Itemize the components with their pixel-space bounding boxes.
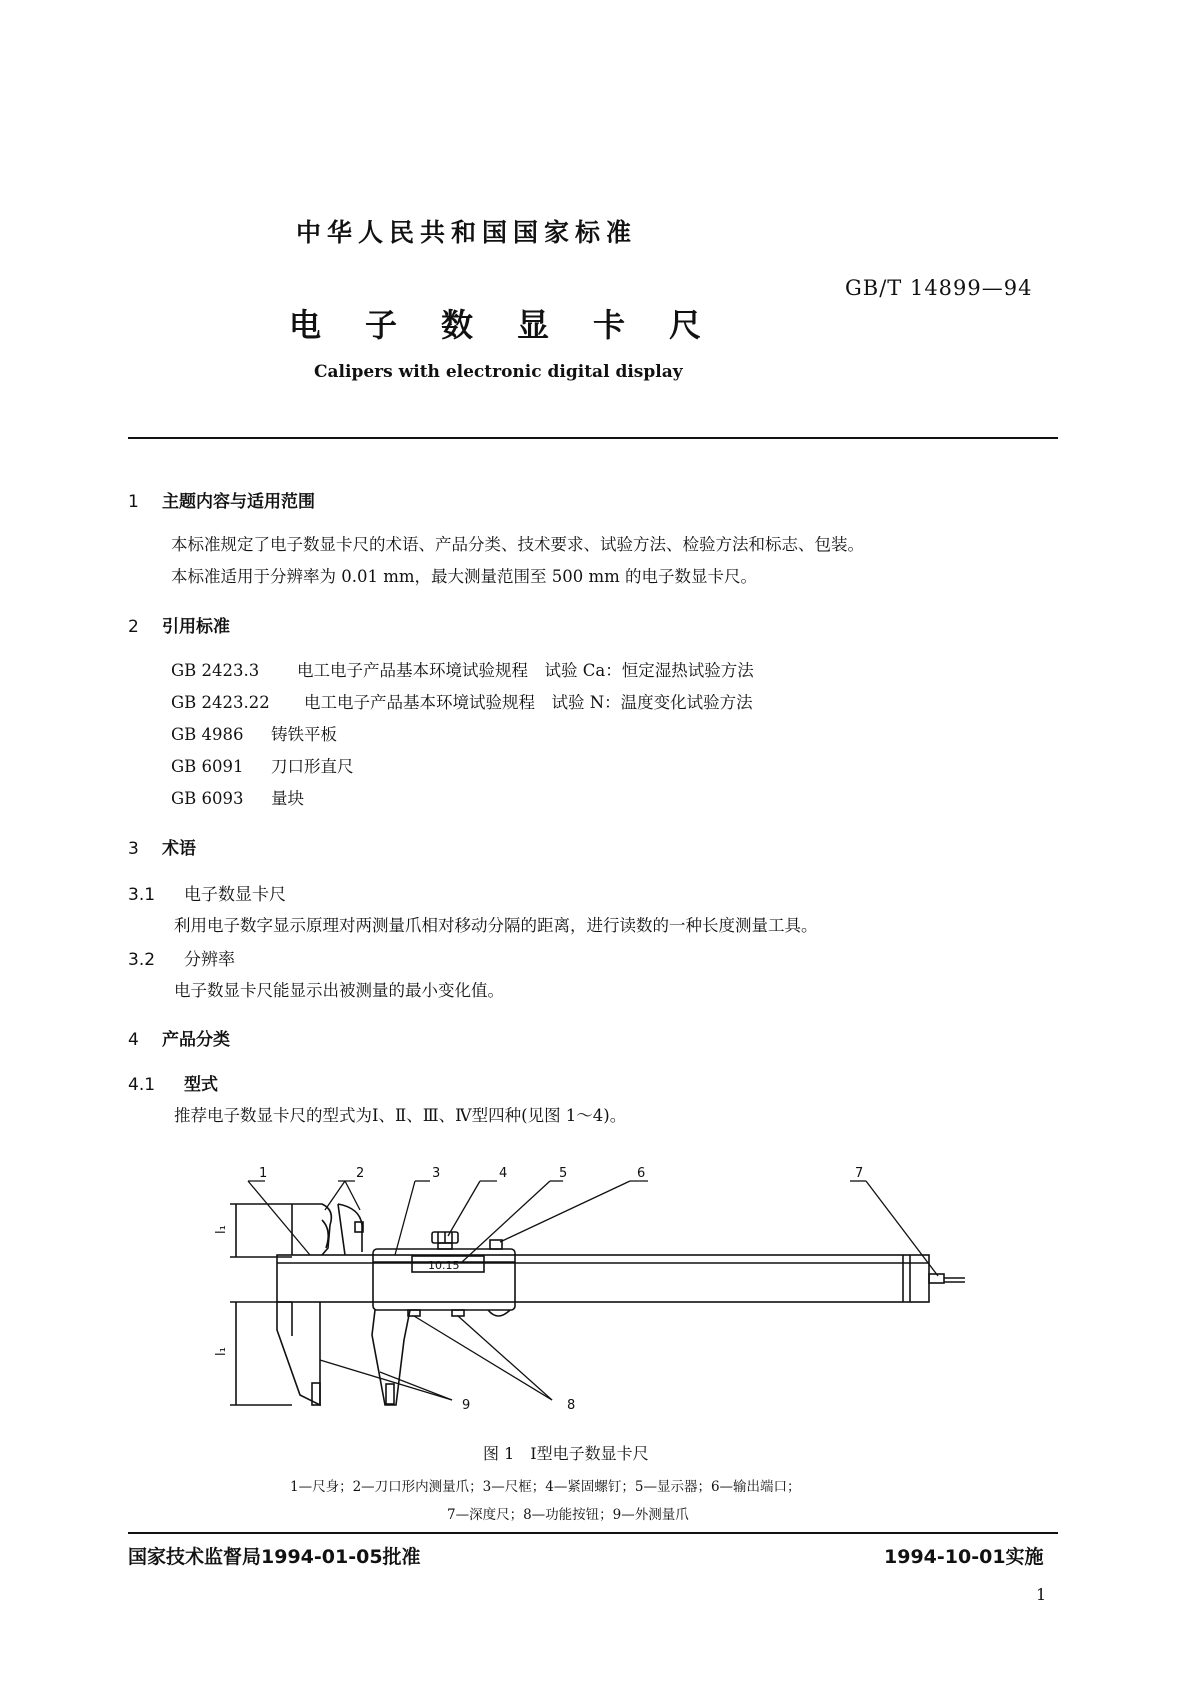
sliding-inner-jaw [338, 1204, 363, 1255]
section-title: 术语 [162, 839, 196, 859]
section-1-paragraph-1: 本标准规定了电子数显卡尺的术语、产品分类、技术要求、试验方法、检验方法和标志、包装。 [171, 535, 864, 554]
figure-label-5: 5 [559, 1166, 568, 1181]
section-title: 主题内容与适用范围 [162, 492, 315, 512]
display-readout: 10.15 [428, 1259, 460, 1272]
page-number: 1 [1036, 1585, 1047, 1604]
figure-legend-line-2: 7—深度尺；8—功能按钮；9—外测量爪 [447, 1507, 689, 1523]
reference-code: GB 6093 [171, 789, 244, 808]
subsection-number: 3.2 [128, 950, 156, 970]
dimension-l1-lower [230, 1302, 292, 1405]
reference-code: GB 2423.3 [171, 661, 260, 680]
subsection-number: 4.1 [128, 1075, 156, 1095]
standard-number: GB/T 14899—94 [845, 276, 1033, 300]
subsection-title: 分辨率 [184, 950, 235, 970]
leader-lines [248, 1181, 938, 1400]
subsection-title: 型式 [184, 1075, 218, 1095]
section-number: 4 [128, 1030, 139, 1050]
figure-label-2: 2 [356, 1166, 365, 1181]
section-title: 引用标准 [162, 617, 230, 637]
approval-date: 国家技术监督局1994-01-05批准 [128, 1546, 421, 1568]
figure-label-7: 7 [855, 1166, 864, 1181]
figure-label-1: 1 [259, 1166, 268, 1181]
figure-label-8: 8 [567, 1398, 576, 1413]
section-number: 1 [128, 492, 139, 512]
implementation-date: 1994-10-01实施 [884, 1546, 1044, 1568]
fixed-inner-jaw [292, 1204, 331, 1255]
section-title: 产品分类 [162, 1030, 230, 1050]
subsection-3-2-text: 电子数显卡尺能显示出被测量的最小变化值。 [174, 981, 504, 1000]
subsection-title: 电子数显卡尺 [184, 885, 286, 905]
dimension-label: l₁ [214, 1347, 229, 1356]
subsection-3-1-text: 利用电子数字显示原理对两测量爪相对移动分隔的距离，进行读数的一种长度测量工具。 [174, 916, 818, 935]
document-title-cn: 电子数显卡尺 [289, 306, 746, 344]
figure-label-6: 6 [637, 1166, 646, 1181]
section-number: 3 [128, 839, 139, 859]
reference-title: 电工电子产品基本环境试验规程 试验 Ca：恒定湿热试验方法 [297, 661, 754, 680]
reference-code: GB 2423.22 [171, 693, 270, 712]
reference-title: 电工电子产品基本环境试验规程 试验 N：温度变化试验方法 [304, 693, 753, 712]
fixed-outer-jaw [277, 1302, 320, 1405]
section-number: 2 [128, 617, 139, 637]
reference-title: 量块 [271, 789, 304, 808]
figure-label-9: 9 [462, 1398, 471, 1413]
section-1-paragraph-2: 本标准适用于分辨率为 0.01 mm，最大测量范围至 500 mm 的电子数显卡尺。 [171, 567, 758, 586]
national-standard-heading: 中华人民共和国国家标准 [296, 218, 638, 247]
footer-rule [128, 1532, 1058, 1534]
subsection-number: 3.1 [128, 885, 156, 905]
depth-rod [929, 1274, 965, 1283]
dimension-l1-upper [230, 1204, 292, 1257]
figure-label-4: 4 [499, 1166, 508, 1181]
subsection-4-1-text: 推荐电子数显卡尺的型式为Ⅰ、Ⅱ、Ⅲ、Ⅳ型四种(见图 1～4)。 [174, 1106, 627, 1125]
reference-title: 铸铁平板 [271, 725, 337, 744]
reference-title: 刀口形直尺 [271, 757, 354, 776]
reference-code: GB 6091 [171, 757, 244, 776]
reference-code: GB 4986 [171, 725, 244, 744]
figure-label-3: 3 [432, 1166, 441, 1181]
figure-caption: 图 1 Ⅰ型电子数显卡尺 [483, 1444, 649, 1463]
figure-legend-line-1: 1—尺身；2—刀口形内测量爪；3—尺框；4—紧固螺钉；5—显示器；6—输出端口； [290, 1479, 801, 1495]
clamp-screw [432, 1232, 458, 1249]
dimension-label: l₁ [214, 1225, 229, 1234]
document-title-en: Calipers with electronic digital display [314, 362, 683, 382]
